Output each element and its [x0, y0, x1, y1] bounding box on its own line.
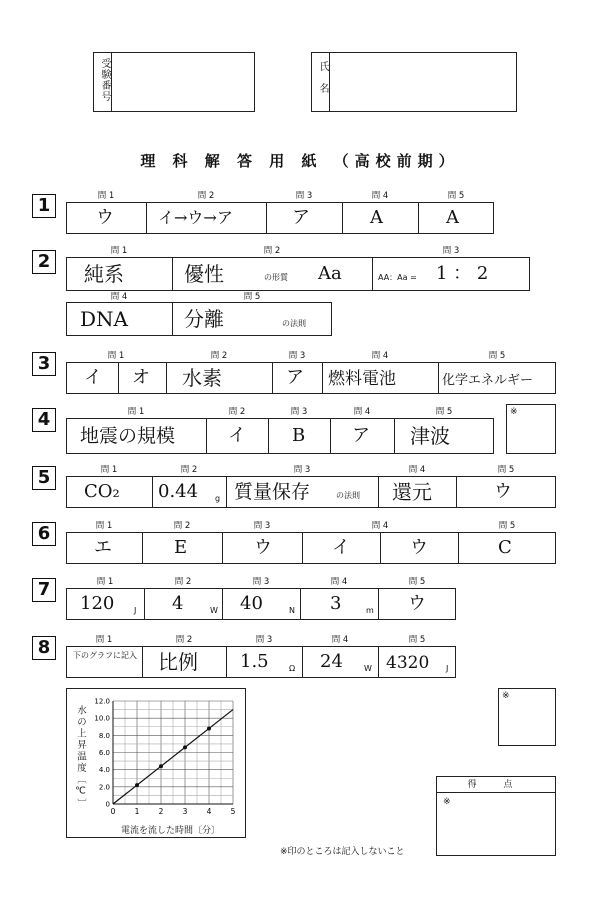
q7-header-5: 問 5	[408, 577, 426, 587]
q8-header-1: 問 1	[95, 635, 113, 645]
q8-answer-3[interactable]: 1.5	[240, 651, 269, 672]
q5-answer-5[interactable]: ウ	[494, 481, 512, 502]
q3-header-1: 問 1	[107, 351, 125, 361]
q2-answer-2-trait[interactable]: 優性	[184, 262, 224, 286]
footer-note: ※印のところは記入しないこと	[280, 847, 405, 857]
q4-grading-mark: ※	[510, 407, 518, 417]
x-tick-label: 4	[206, 807, 212, 816]
q2-header-5: 問 5	[243, 292, 261, 302]
q5-answer-1[interactable]: CO₂	[84, 481, 120, 502]
q1-header-1: 問 1	[97, 191, 115, 201]
q2-answer-2-genotype[interactable]: Aa	[318, 263, 342, 284]
q6-answer-5[interactable]: C	[498, 537, 512, 558]
q4-answer-2[interactable]: イ	[228, 425, 246, 446]
q6-header-2: 問 2	[173, 521, 191, 531]
q3-header-5: 問 5	[488, 351, 506, 361]
q5-suffix-law: の法則	[336, 491, 360, 500]
q3-answer-2[interactable]: 水素	[182, 366, 222, 390]
score-label: 得 点	[467, 780, 525, 790]
q5-header-1: 問 1	[100, 465, 118, 475]
y-tick-label: 4.0	[98, 766, 110, 775]
graph-xlabel: 電流を流した時間〔分〕	[121, 826, 221, 836]
q8-header-2: 問 2	[175, 635, 193, 645]
q8-answer-1-instruction: 下のグラフに記入	[73, 651, 137, 660]
graph-ylabel: 水の上昇温度〔℃〕	[75, 705, 86, 810]
q7-header-1: 問 1	[96, 577, 114, 587]
exam-number-label: 受験番号	[99, 58, 110, 102]
q2-header-4: 問 4	[110, 292, 128, 302]
q5-answer-2[interactable]: 0.44	[158, 481, 199, 502]
name-label: 氏名	[317, 61, 328, 105]
q7-answer-1[interactable]: 120	[80, 593, 115, 614]
q3-header-2: 問 2	[210, 351, 228, 361]
q5-unit-g: g	[215, 494, 221, 503]
q7-header-2: 問 2	[174, 577, 192, 587]
q2-header-3: 問 3	[442, 246, 460, 256]
q4-answer-5[interactable]: 津波	[410, 424, 450, 448]
q7-unit-4: m	[366, 606, 374, 615]
name-box[interactable]	[311, 52, 517, 112]
question-number-7: 7	[32, 578, 56, 602]
q2-answer-5[interactable]: 分離	[184, 307, 224, 331]
q1-answer-3[interactable]: ア	[292, 207, 310, 228]
graph-data-point	[159, 764, 163, 768]
q3-answer-5[interactable]: 化学エネルギー	[442, 373, 534, 388]
q6-answer-4b[interactable]: ウ	[410, 537, 428, 558]
score-mark: ※	[443, 797, 451, 807]
q3-header-3: 問 3	[288, 351, 306, 361]
q4-answer-1[interactable]: 地震の規模	[80, 425, 176, 447]
q5-answer-3[interactable]: 質量保存	[234, 481, 311, 503]
q8-unit-4: W	[364, 664, 372, 673]
question-number-4: 4	[32, 408, 56, 432]
x-tick-label: 3	[182, 807, 188, 816]
q4-grading-box	[506, 404, 556, 454]
q8-answer-5[interactable]: 4320	[386, 653, 430, 673]
q2-ratio-prefix: AA：Aa =	[378, 273, 417, 282]
q6-answer-row	[66, 532, 556, 564]
q1-header-2: 問 2	[197, 191, 215, 201]
y-tick-label: 6.0	[98, 749, 110, 757]
q7-answer-2[interactable]: 4	[172, 593, 184, 614]
q6-header-5: 問 5	[498, 521, 516, 531]
question-number-5: 5	[32, 466, 56, 490]
graph-data-point	[207, 726, 211, 730]
q3-answer-4[interactable]: 燃料電池	[328, 369, 396, 389]
graph-data-point	[135, 783, 139, 787]
q5-answer-row	[66, 476, 556, 508]
q8-header-5: 問 5	[408, 635, 426, 645]
question-number-3: 3	[32, 352, 56, 376]
q3-answer-1b[interactable]: オ	[132, 367, 150, 388]
q6-header-3: 問 3	[253, 521, 271, 531]
q4-answer-3[interactable]: B	[292, 425, 306, 446]
q2-header-2: 問 2	[263, 246, 281, 256]
q1-header-3: 問 3	[295, 191, 313, 201]
q7-answer-5[interactable]: ウ	[408, 593, 426, 614]
graph-frame	[66, 688, 246, 838]
q4-header-3: 問 3	[290, 407, 308, 417]
q6-answer-4a[interactable]: イ	[332, 537, 350, 558]
question-number-1: 1	[32, 194, 56, 218]
q1-header-4: 問 4	[371, 191, 389, 201]
q7-header-3: 問 3	[252, 577, 270, 587]
y-tick-label: 2.0	[98, 783, 110, 792]
q4-answer-4[interactable]: ア	[352, 425, 370, 446]
q2-suffix-law: の法則	[282, 319, 306, 328]
q2-answer-3[interactable]: 1 ： 2	[436, 263, 489, 284]
q6-answer-2[interactable]: E	[174, 537, 188, 558]
q6-header-4: 問 4	[371, 521, 389, 531]
q8-answer-4[interactable]: 24	[320, 651, 343, 672]
q3-answer-1a[interactable]: イ	[84, 367, 102, 388]
y-tick-label: 10.0	[94, 714, 110, 723]
q2-answer-1[interactable]: 純系	[84, 262, 124, 286]
q7-unit-1: J	[134, 606, 137, 615]
q1-answer-2[interactable]: イ→ウ→ア	[158, 208, 233, 227]
question-number-2: 2	[32, 250, 56, 274]
q2-answer-4[interactable]: DNA	[80, 307, 128, 331]
temperature-time-graph[interactable]	[67, 689, 244, 836]
q3-header-4: 問 4	[371, 351, 389, 361]
q7-answer-3[interactable]: 40	[240, 593, 263, 614]
y-tick-label: 12.0	[94, 697, 110, 706]
q7-header-4: 問 4	[330, 577, 348, 587]
q7-unit-3: N	[289, 606, 295, 615]
x-tick-label: 5	[230, 807, 236, 816]
q1-answer-5[interactable]: A	[446, 207, 459, 228]
q8-header-3: 問 3	[255, 635, 273, 645]
q8-grading-box	[498, 688, 556, 746]
y-tick-label: 0	[105, 800, 110, 809]
q5-answer-4[interactable]: 還元	[392, 480, 432, 504]
q8-header-4: 問 4	[331, 635, 349, 645]
question-number-6: 6	[32, 522, 56, 546]
q2-suffix-trait: の形質	[264, 273, 288, 282]
q5-header-2: 問 2	[180, 465, 198, 475]
q5-header-3: 問 3	[293, 465, 311, 475]
q6-answer-1[interactable]: エ	[94, 537, 112, 558]
page-title: 理 科 解 答 用 紙 （高校前期）	[140, 152, 460, 170]
score-box	[436, 776, 556, 856]
y-tick-label: 8.0	[98, 731, 110, 740]
x-tick-label: 0	[110, 807, 116, 816]
q8-unit-5: J	[446, 664, 449, 673]
x-tick-label: 1	[134, 807, 140, 816]
q7-unit-2: W	[210, 606, 218, 615]
q2-header-1: 問 1	[110, 246, 128, 256]
q8-grading-mark: ※	[502, 691, 510, 701]
q6-header-1: 問 1	[95, 521, 113, 531]
q5-header-4: 問 4	[408, 465, 426, 475]
q1-answer-row	[66, 202, 494, 234]
q1-answer-1[interactable]: ウ	[96, 207, 114, 228]
q1-header-5: 問 5	[447, 191, 465, 201]
question-number-8: 8	[32, 636, 56, 660]
q3-answer-3[interactable]: ア	[286, 367, 304, 388]
q4-header-4: 問 4	[353, 407, 371, 417]
exam-number-box[interactable]	[93, 52, 255, 112]
graph-data-point	[183, 745, 187, 749]
q5-header-5: 問 5	[497, 465, 515, 475]
q8-answer-2[interactable]: 比例	[158, 650, 198, 674]
q6-answer-3[interactable]: ウ	[254, 537, 272, 558]
q7-answer-4[interactable]: 3	[330, 593, 342, 614]
x-tick-label: 2	[158, 807, 164, 816]
q8-unit-3: Ω	[289, 664, 296, 673]
q4-header-2: 問 2	[228, 407, 246, 417]
q4-header-1: 問 1	[127, 407, 145, 417]
q4-header-5: 問 5	[435, 407, 453, 417]
q1-answer-4[interactable]: A	[370, 207, 383, 228]
